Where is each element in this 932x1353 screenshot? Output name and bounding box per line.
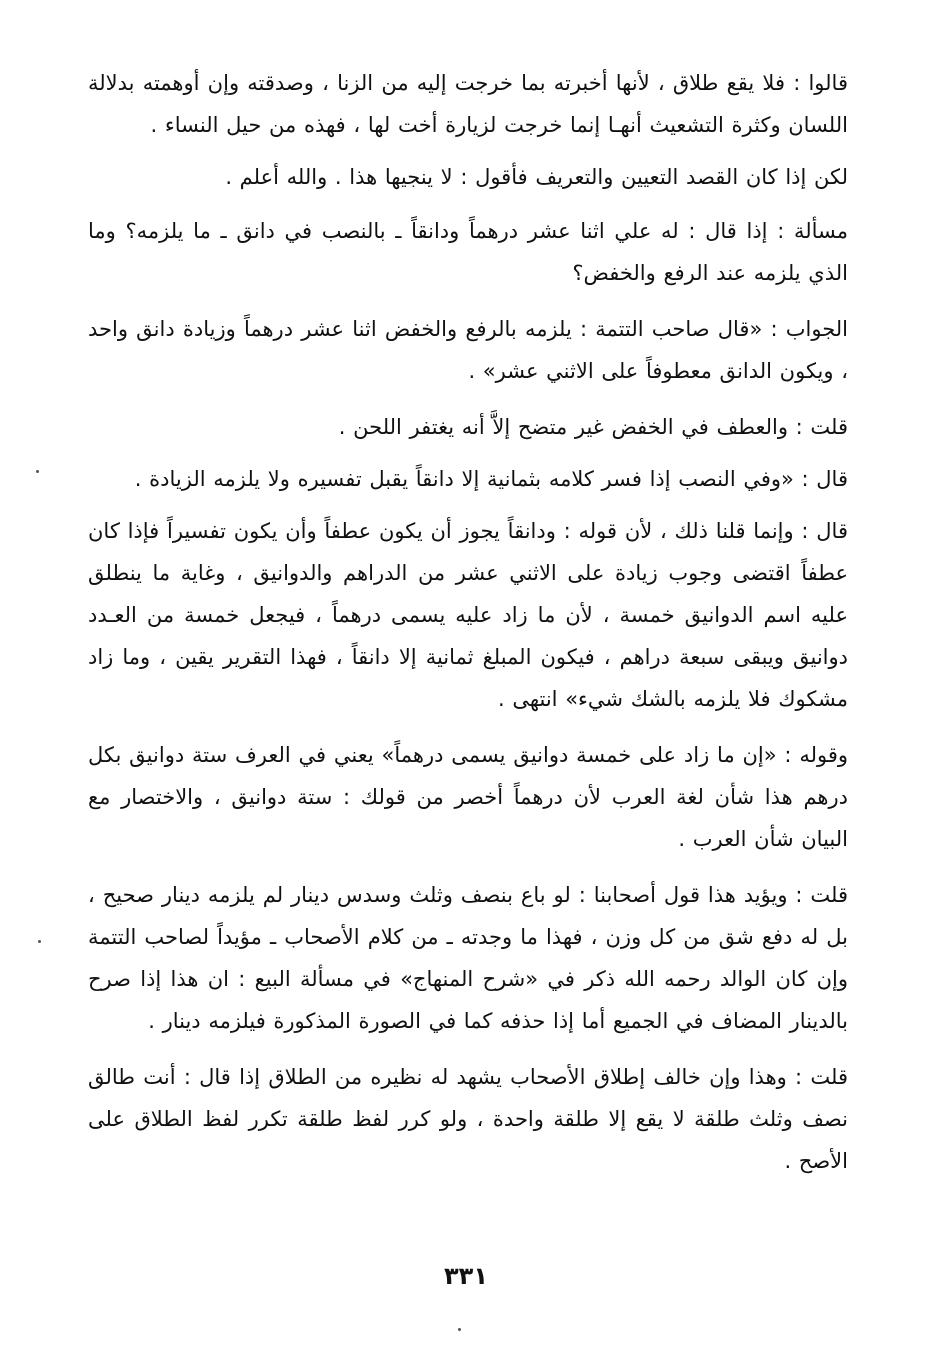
scan-speck bbox=[36, 470, 39, 473]
paragraph-10: قلت : وهذا وإن خالف إطلاق الأصحاب يشهد له نظيره من الطلاق إذا قال : أنت طالق نصف وثلث طلقة لا يقع إلا طلقة واحدة ، ولو كرر لفظ طلقة تكرر لفظ الطلاق على الأصح . bbox=[88, 1065, 848, 1173]
paragraph-9: قلت : ويؤيد هذا قول أصحابنا : لو باع بنصف وثلث وسدس دينار لم يلزمه دينار صحيح ، بل له دفع شق من كل وزن ، فهذا ما وجدته ـ من كلام الأصحاب ـ مؤيداً لصاحب التتمة وإن كان الوالد رحمه الله ذكر في «شرح المنهاج» في مسألة البيع : ان هذا إذا صرح بالدينار المضاف في الجميع أما إذا حذفه كما في الصورة المذكورة فيلزمه دينار . bbox=[88, 883, 848, 1033]
page-number: ٣٣١ bbox=[444, 1262, 488, 1290]
paragraph-6: قال : «وفي النصب إذا فسر كلامه بثمانية إلا دانقاً يقبل تفسيره ولا يلزمه الزيادة . bbox=[134, 467, 848, 491]
paragraph-1: قالوا : فلا يقع طلاق ، لأنها أخبرته بما خرجت إليه من الزنا ، وصدقته وإن أوهمته بدلالة اللسان وكثرة التشعيث أنهـا إنما خرجت لزيارة أخت لها ، فهذه من حيل النساء . bbox=[88, 71, 848, 137]
paragraph-4: الجواب : «قال صاحب التتمة : يلزمه بالرفع والخفض اثنا عشر درهماً وزيادة دانق واحد ، ويكون الدانق معطوفاً على الاثني عشر» . bbox=[88, 317, 848, 383]
scan-speck bbox=[38, 940, 41, 943]
paragraph-5: قلت : والعطف في الخفض غير متضح إلاَّ أنه يغتفر اللحن . bbox=[338, 415, 848, 439]
paragraph-8: وقوله : «إن ما زاد على خمسة دوانيق يسمى درهماً» يعني في العرف ستة دوانيق بكل درهم هذا شأن لغة العرب لأن درهماً أخصر من قولك : ستة دوانيق ، والاختصار مع البيان شأن العرب . bbox=[88, 743, 848, 851]
body-text bbox=[88, 62, 848, 1182]
paragraph-3: مسألة : إذا قال : له علي اثنا عشر درهماً ودانقاً ـ بالنصب في دانق ـ ما يلزمه؟ وما الذي يلزمه عند الرفع والخفض؟ bbox=[88, 219, 848, 285]
paragraph-7: قال : وإنما قلنا ذلك ، لأن قوله : ودانقاً يجوز أن يكون عطفاً وأن يكون تفسيراً فإذا كان عطفاً اقتضى وجوب زيادة على الاثني عشر من الدراهم والدوانيق ، وغاية ما ينطلق عليه اسم الدوانيق خمسة ، لأن ما زاد عليه يسمى درهماً ، فيجعل خمسة من العـدد دوانيق ويبقى سبعة دراهم ، فيكون المبلغ ثمانية إلا دانقاً ، فهذا التقرير يقين ، وما زاد مشكوك فلا يلزمه بالشك شيء» انتهى . bbox=[88, 519, 848, 711]
scan-speck bbox=[458, 1328, 461, 1331]
paragraph-2: لكن إذا كان القصد التعيين والتعريف فأقول : لا ينجيها هذا . والله أعلم . bbox=[225, 165, 848, 189]
